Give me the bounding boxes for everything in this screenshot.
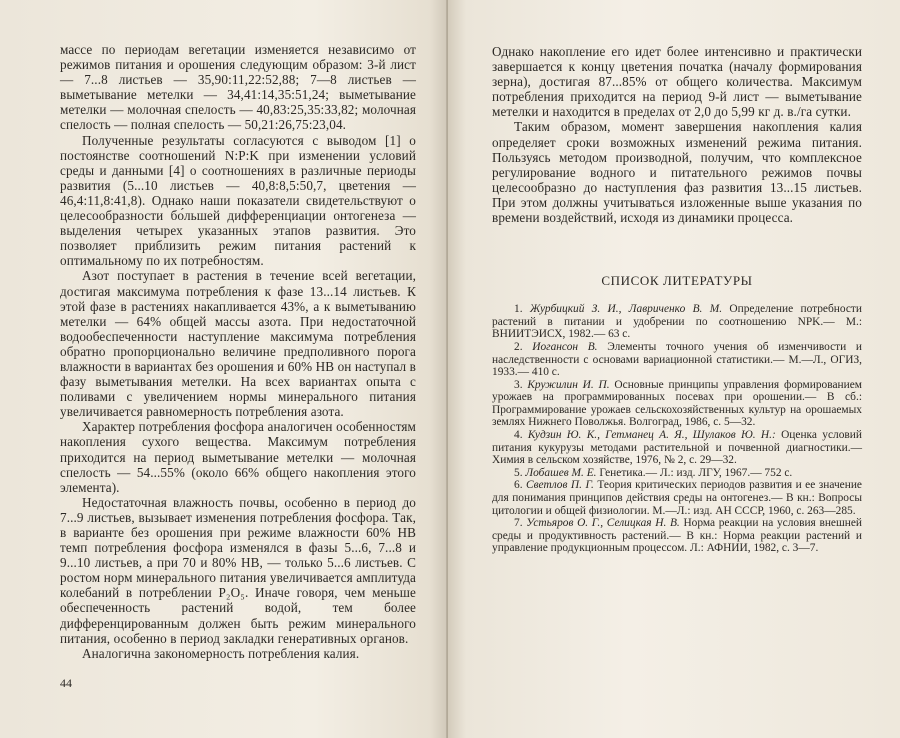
paragraph: Характер потребления фосфора аналогичен особенностям накопления сухого вещества. Максимум потребления приходится на период выметывание метелки — молочная спелость — 54...55% (около 66% общего накопления этого элемента). bbox=[60, 419, 416, 495]
references-list bbox=[492, 303, 862, 555]
page-number: 44 bbox=[60, 676, 72, 690]
paragraph: Однако накопление его идет более интенсивно и практически завершается к концу цветения початка (началу формирования зерна), достигая 87...85% от общего количества. Максимум потребления приходится на период 9-й лист — выметывание метелки и находится в пределах от 2,0 до 5,99 кг д. в./га сутки. bbox=[492, 44, 862, 120]
reference-item: 2. Иогансон В. Элементы точного учения об изменчивости и наследственности с основами вариационной статистики.— М.—Л., ОГИЗ, 1933.— 410 с. bbox=[492, 340, 862, 379]
reference-item: 5. Лобашев М. Е. Генетика.— Л.: изд. ЛГУ, 1967.— 752 с. bbox=[514, 466, 793, 479]
reference-text: Теория критических периодов развития и ее значение для понимания принципов действия среды на онтогенез.— В кн.: Вопросы цитологии и общей физиологии. М.—Л.: изд. АН СССР, 1960, с. 263—285. bbox=[492, 479, 862, 517]
reference-authors: Кудзин Ю. К., Гетманец А. Я., Шулаков Ю. Н.: bbox=[527, 429, 776, 442]
reference-item: 7. Устьяров О. Г., Селицкая Н. В. Норма реакции на условия внешней среды и продуктивность растений.— В кн.: Норма реакции растений и управление продукционным процессом. Л.: АФНИИ, 1982, с. 3—7. bbox=[492, 517, 862, 555]
reference-authors: Иогансон В. bbox=[532, 340, 598, 353]
reference-text: Оценка условий питания кукурузы методами растительной и почвенной диагностики.— Химия в сельском хозяйстве, 1976, № 2, с. 29—32. bbox=[492, 429, 862, 467]
reference-authors: Лобашев М. Е. bbox=[525, 466, 597, 479]
reference-text: Норма реакции на условия внешней среды и продуктивность растений.— В кн.: Норма реакции растений и управление продукционным процессом. Л.: АФНИИ, 1982, с. 3—7. bbox=[492, 517, 862, 555]
reference-text: Генетика.— Л.: изд. ЛГУ, 1967.— 752 с. bbox=[599, 466, 793, 479]
reference-text: Основные принципы управления формированием урожаев на программированных посевах при орошении.— В сб.: Программирование урожаев сельскохозяйственных культур на орошаемых землях Нижнего Поволжья. Волгоград, 1986, с. 5—32. bbox=[492, 378, 862, 429]
reference-item: 3. Кружилин И. П. Основные принципы управления формированием урожаев на программированных посевах при орошении.— В сб.: Программирование урожаев сельскохозяйственных культур на орошаемых землях Нижнего Поволжья. Волгоград, 1986, с. 5—32. bbox=[492, 378, 862, 429]
left-page-body bbox=[60, 42, 416, 661]
paragraph: Полученные результаты согласуются с выводом [1] о постоянстве соотношений N:P:K при изменении условий среды и данными [4] о соотношениях в различные периоды развития (5...10 листьев — 40,8:8,5:50,7, цветения — 46,4:11,8:41,8). Однако наши показатели свидетельствуют о целесообразности бо́льшей дифференциации онтогенеза — выделения четырех указанных этапов развития. Это позволяет приблизить режим питания растений к оптимальному по их потребностям. bbox=[60, 132, 416, 269]
paragraph: Таким образом, момент завершения накопления калия определяет сроки возможных изменений режима питания. Пользуясь методом производной, получим, что комплексное регулирование водного и питательного режимов почвы целесообразно до наступления фаз развития 13...15 листьев. При этом должны учитываться изложенные выше указания по времени воздействий, исходя из динамики процесса. bbox=[492, 119, 862, 226]
right-page bbox=[448, 0, 900, 738]
reference-text: Элементы точного учения об изменчивости и наследственности с основами вариационной статистики.— М.—Л., ОГИЗ, 1933.— 410 с. bbox=[492, 340, 862, 379]
reference-text: Определение потребности растений в питании и удобрении по соотношению NPK.— М.: ВНИИТЭИСХ, 1982.— 63 с. bbox=[492, 303, 862, 341]
paragraph: Азот поступает в растения в течение всей вегетации, достигая максимума потребления к фазе 13...14 листьев. К этой фазе в растениях накапливается 43%, а к выметыванию метелки — 64% общей массы азота. При недостаточной водообеспеченности наступление максимума потребления обратно пропорционально величине предполивного порога влажности в вариантах без орошения и 60% НВ он наступал в фазу выметывания метелки. На всех вариантах опыта с поливами с увеличением нормы минерального питания увеличивается равномерность потребления азота. bbox=[60, 268, 416, 420]
reference-item: 1. Журбицкий З. И., Лавриченко В. М. Определение потребности растений в питании и удобрении по соотношению NPK.— М.: ВНИИТЭИСХ, 1982.— 63 с. bbox=[492, 303, 862, 341]
references-title: СПИСОК ЛИТЕРАТУРЫ bbox=[601, 273, 753, 289]
reference-authors: Светлов П. Г. bbox=[526, 479, 594, 492]
paragraph: Аналогична закономерность потребления калия. bbox=[82, 645, 360, 661]
reference-item: 4. Кудзин Ю. К., Гетманец А. Я., Шулаков Ю. Н.: Оценка условий питания кукурузы методами растительной и почвенной диагностики.— Химия в сельском хозяйстве, 1976, № 2, с. 29—32. bbox=[492, 429, 862, 467]
reference-item: 6. Светлов П. Г. Теория критических периодов развития и ее значение для понимания принципов действия среды на онтогенез.— В кн.: Вопросы цитологии и общей физиологии. М.—Л.: изд. АН СССР, 1960, с. 263—285. bbox=[492, 479, 862, 517]
paragraph: Недостаточная влажность почвы, особенно в период до 7...9 листьев, вызывает изменения потребления фосфора. Так, в варианте без орошения при режиме влажности 60% НВ темп потребления фосфора изменялся в фазы 5...6, 7...8 и 9...10 листьев, а при 70 и 80% НВ, — только 5...6 листьев. С ростом норм минерального питания увеличивается амплитуда колебаний в потреблении P₂O₅. Иначе говоря, чем меньше обеспеченность растений водой, тем более дифференцированным должен быть режим минерального питания, особенно в период закладки генеративных органов. bbox=[60, 494, 416, 646]
reference-authors: Устьяров О. Г., Селицкая Н. В. bbox=[526, 517, 680, 530]
left-page bbox=[0, 0, 448, 738]
reference-authors: Кружилин И. П. bbox=[527, 378, 610, 391]
reference-authors: Журбицкий З. И., Лавриченко В. М. bbox=[529, 303, 723, 316]
paragraph: массе по периодам вегетации изменяется независимо от режимов питания и орошения следующим образом: 3-й лист — 7...8 листьев — 35,90:11,22:52,88; 7—8 листьев — выметывание метелки — 34,41:14,35:51,24; выметывание метелки — молочная спелость — 40,83:25,35:33,82; молочная спелость — полная спелость — 50,21:26,75:23,04. bbox=[60, 42, 416, 133]
right-page-body bbox=[492, 44, 862, 225]
